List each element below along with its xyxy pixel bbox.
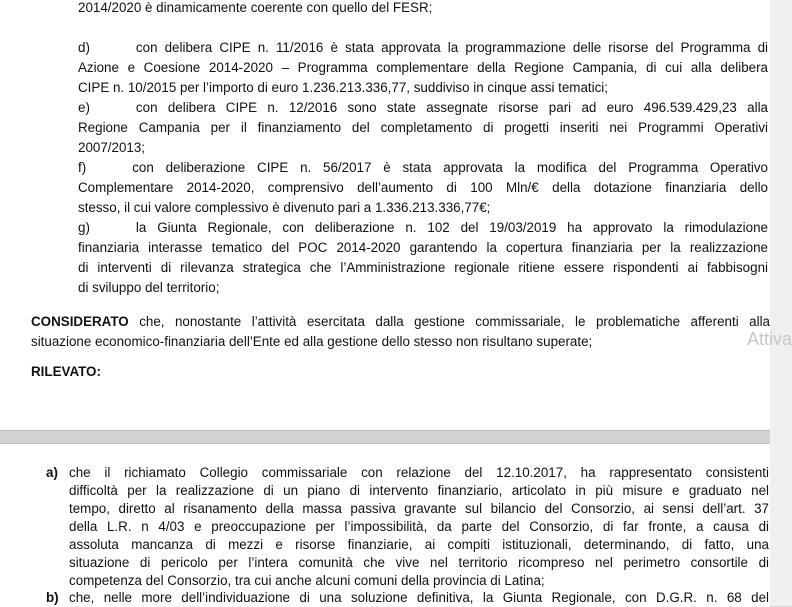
list-item-a-line4: della L.R. n 4/03 e preoccupazione per l’impossibilità, da parte del Consorzio, di far fronte, a causa di (69, 519, 769, 534)
rilevato-heading: RILEVATO: (31, 364, 101, 379)
list-item-g-line4: di sviluppo del territorio; (78, 280, 220, 295)
list-item-b-line1: che, nelle more dell’individuazione di una soluzione definitiva, la Giunta Regionale, con D.G.R. n. 68 del (69, 590, 769, 605)
document-page-2 (0, 443, 770, 607)
list-item-g-line1: g) la Giunta Regionale, con deliberazione n. 102 del 19/03/2019 ha approvato la rimodulazione (78, 220, 768, 235)
list-item-d-line3: CIPE n. 10/2015 per l’importo di euro 1.236.213.336,77, suddiviso in cinque assi tematici; (78, 80, 608, 95)
considerato-heading: CONSIDERATO (31, 314, 129, 329)
list-item-a-line2: difficoltà per la realizzazione di un piano di intervento finanziario, articolato in più misure e graduato nel (69, 483, 769, 498)
list-item-a-line1: che il richiamato Collegio commissariale con relazione del 12.10.2017, ha rappresentato consistenti (69, 465, 769, 480)
list-item-a-letter: a) (46, 465, 58, 480)
list-item-f-line3: stesso, il cui valore complessivo è divenuto pari a 1.336.213.336,77€; (78, 200, 491, 215)
list-item-d-line1: d) con delibera CIPE n. 11/2016 è stata approvata la programmazione delle risorse del Programma di (78, 40, 768, 55)
list-item-g-line3: di interventi di rilevanza strategica che l’Amministrazione regionale ritiene essere rispondenti ai fabbisogni (78, 260, 768, 275)
list-item-a-line6: situazione di pericolo per l’intera comunità che vive nel territorio ricompreso nel perimetro consortile di (69, 555, 769, 570)
considerato-paragraph-line2: situazione economico-finanziaria dell’Ente ed alla gestione dello stesso non risultano superate; (31, 334, 593, 349)
list-item-d-line2: Azione e Coesione 2014-2020 – Programma complementare della Regione Campania, di cui alla delibera (78, 60, 768, 75)
list-item-a-line3: tempo, diretto al risanamento della massa passiva gravante sul bilancio del Consorzio, ai sensi dell’art. 37 (69, 501, 769, 516)
considerato-paragraph-line1: CONSIDERATO che, nonostante l’attività esercitata dalla gestione commissariale, le problematiche afferenti alla (31, 314, 770, 329)
list-item-f-line1: f) con deliberazione CIPE n. 56/2017 è stata approvata la modifica del Programma Operativo (78, 160, 768, 175)
list-item-e-line3: 2007/2013; (78, 140, 146, 155)
list-item-b-letter: b) (46, 590, 59, 605)
list-item-a-line5: assoluta mancanza di mezzi e risorse finanziarie, ai compiti istituzionali, determinando, di fatto, una (69, 537, 769, 552)
body-line: 2014/2020 è dinamicamente coerente con quello del FESR; (78, 0, 433, 15)
list-item-e-line1: e) con delibera CIPE n. 12/2016 sono state assegnate risorse pari ad euro 496.539.429,23 alla (78, 100, 768, 115)
list-item-g-line2: finanziaria interasse tematico del POC 2014-2020 garantendo la copertura finanziaria per la realizzazione (78, 240, 768, 255)
list-item-e-line2: Regione Campania per il finanziamento del completamento di progetti inseriti nei Programmi Operativi (78, 120, 768, 135)
activation-watermark: Attiva (746, 329, 792, 349)
list-item-f-line2: Complementare 2014-2020, comprensivo dell’aumento di 100 Mln/€ della dotazione finanziaria dello (78, 180, 768, 195)
list-item-a-line7: competenza del Consorzio, tra cui anche alcuni comuni della provincia di Latina; (69, 573, 545, 588)
vertical-scrollbar[interactable] (770, 0, 792, 606)
